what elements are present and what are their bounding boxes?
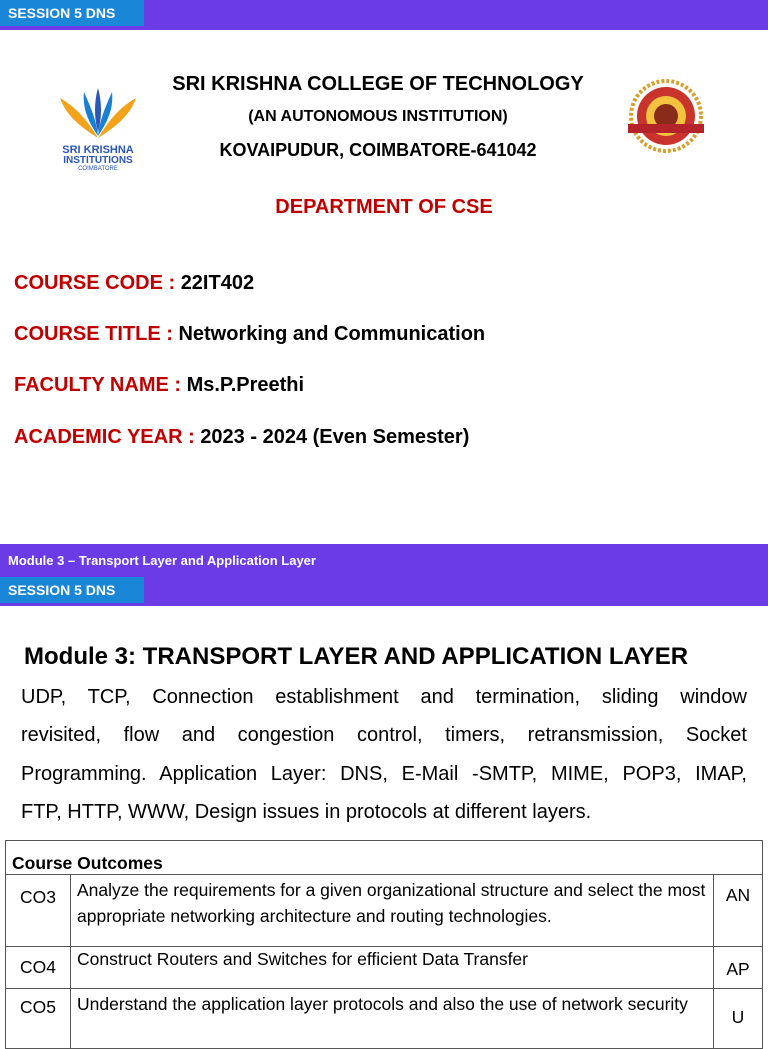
course-code-label: COURSE CODE : — [14, 272, 181, 294]
logo-text-1: SRI KRISHNA — [62, 144, 134, 156]
module-bar-text: Module 3 – Transport Layer and Application Layer — [8, 553, 316, 568]
academic-year-label: ACADEMIC YEAR : — [14, 426, 201, 448]
module-heading: Module 3: TRANSPORT LAYER AND APPLICATION LAYER — [24, 643, 689, 670]
department-title: DEPARTMENT OF CSE — [275, 196, 493, 218]
course-title-label: COURSE TITLE : — [14, 323, 179, 345]
co-description: Analyze the requirements for a given organizational structure and select the most appropriate networking architecture and routing technologies. — [71, 875, 714, 947]
syllabus-line-1: UDP, TCP, Connection establishment and termination, sliding window — [21, 686, 747, 708]
co-code: CO5 — [6, 989, 71, 1049]
syllabus-line-3: Programming. Application Layer: DNS, E-Mail -SMTP, MIME, POP3, IMAP, — [21, 763, 747, 785]
autonomous-line: (AN AUTONOMOUS INSTITUTION) — [248, 108, 508, 125]
academic-year-value: 2023 - 2024 (Even Semester) — [200, 426, 470, 448]
session-tag: SESSION 5 DNS — [0, 0, 144, 26]
table-row — [6, 989, 763, 1049]
table-row — [6, 947, 763, 989]
co-code: CO3 — [6, 875, 71, 947]
syllabus-line-4: FTP, HTTP, WWW, Design issues in protocols at different layers. — [21, 801, 592, 823]
course-title-value: Networking and Communication — [178, 323, 486, 345]
logo-text-3: COIMBATORE — [78, 166, 118, 172]
course-code-value: 22IT402 — [180, 272, 255, 294]
course-title-line — [14, 323, 485, 346]
logo-text-2: INSTITUTIONS — [63, 155, 133, 166]
syllabus-line-2: revisited, flow and congestion control, timers, retransmission, Socket — [21, 724, 747, 746]
table-title-row — [6, 841, 763, 875]
college-name: SRI KRISHNA COLLEGE OF TECHNOLOGY — [172, 73, 584, 95]
address-line: KOVAIPUDUR, COIMBATORE-641042 — [219, 140, 537, 160]
session-tag-2: SESSION 5 DNS — [0, 577, 144, 603]
co-level: AP — [714, 947, 763, 989]
co-description: Construct Routers and Switches for efficient Data Transfer — [71, 947, 714, 989]
course-outcomes-table — [5, 840, 763, 1049]
co-level: U — [714, 989, 763, 1049]
table-row — [6, 875, 763, 947]
co-code: CO4 — [6, 947, 71, 989]
faculty-label: FACULTY NAME : — [14, 374, 187, 396]
academic-year-line — [14, 426, 469, 449]
co-level: AN — [714, 875, 763, 947]
outcomes-title: Course Outcomes — [6, 841, 763, 875]
faculty-line — [14, 374, 304, 397]
co-description: Understand the application layer protocols and also the use of network security — [71, 989, 714, 1049]
course-code-line — [14, 272, 254, 295]
faculty-value: Ms.P.Preethi — [186, 374, 305, 396]
